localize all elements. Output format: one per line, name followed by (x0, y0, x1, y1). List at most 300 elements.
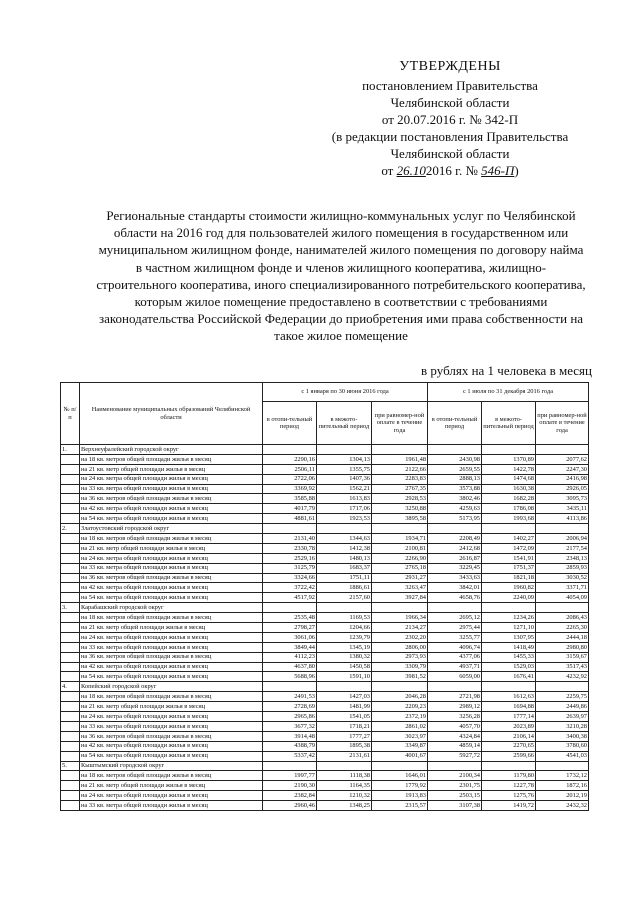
row-label: на 36 кв. метров общей площади жилья в месяц (80, 573, 263, 583)
row-index-cell (61, 593, 80, 603)
value-cell: 1591,10 (317, 672, 372, 682)
value-cell: 2412,68 (428, 543, 482, 553)
value-cell: 4259,63 (428, 504, 482, 514)
value-cell: 2975,44 (428, 623, 482, 633)
value-cell: 1164,35 (317, 781, 372, 791)
table-row (61, 534, 589, 544)
row-index-cell (61, 553, 80, 563)
row-label: на 54 кв. метра общей площади жилья в месяц (80, 593, 263, 603)
row-label: на 21 кв. метр общей площади жилья в месяц (80, 543, 263, 553)
value-cell: 1210,32 (317, 791, 372, 801)
value-cell: 3981,52 (372, 672, 428, 682)
row-label: на 24 кв. метра общей площади жилья в месяц (80, 712, 263, 722)
row-index-cell (61, 801, 80, 811)
value-cell: 2416,98 (536, 474, 589, 484)
table-row (61, 573, 589, 583)
value-cell: 3677,32 (263, 721, 317, 731)
value-cell: 3722,42 (263, 583, 317, 593)
table-row (61, 543, 589, 553)
value-cell: 1993,68 (482, 514, 536, 524)
value-cell: 3849,44 (263, 642, 317, 652)
table-row (61, 583, 589, 593)
empty-cell (482, 603, 536, 613)
value-cell: 1239,79 (317, 632, 372, 642)
empty-cell (482, 524, 536, 534)
value-cell: 2372,19 (372, 712, 428, 722)
value-cell: 1307,95 (482, 632, 536, 642)
empty-cell (536, 603, 589, 613)
row-index-cell (61, 672, 80, 682)
row-label: на 21 кв. метр общей площади жилья в месяц (80, 702, 263, 712)
value-cell: 1348,25 (317, 801, 372, 811)
sub-header-between-2: в межото-пительный период (482, 402, 536, 445)
section-name: Кыштымский городской округ (80, 761, 263, 771)
value-cell: 2134,27 (372, 623, 428, 633)
row-index-cell (61, 494, 80, 504)
row-index-cell (61, 504, 80, 514)
approval-line-1: постановлением Правительства (362, 78, 538, 93)
empty-cell (428, 682, 482, 692)
value-cell: 2989,12 (428, 702, 482, 712)
table-row (61, 474, 589, 484)
value-cell: 2177,54 (536, 543, 589, 553)
value-cell: 2449,86 (536, 702, 589, 712)
value-cell: 1934,71 (372, 534, 428, 544)
row-label: на 42 кв. метра общей площади жилья в месяц (80, 504, 263, 514)
value-cell: 2430,98 (428, 454, 482, 464)
value-cell: 5173,95 (428, 514, 482, 524)
table-row (61, 791, 589, 801)
row-label: на 36 кв. метров общей площади жилья в месяц (80, 652, 263, 662)
row-label: на 18 кв. метров общей площади жилья в месяц (80, 771, 263, 781)
value-cell: 2190,30 (263, 781, 317, 791)
value-cell: 2973,93 (372, 652, 428, 662)
table-row (61, 692, 589, 702)
row-label: на 42 кв. метра общей площади жилья в месяц (80, 741, 263, 751)
value-cell: 1271,10 (482, 623, 536, 633)
table-row (61, 494, 589, 504)
value-cell: 1275,76 (482, 791, 536, 801)
approval-line-2: Челябинской области (390, 95, 510, 110)
row-label: на 18 кв. метров общей площади жилья в месяц (80, 454, 263, 464)
value-cell: 1355,75 (317, 464, 372, 474)
row-index-cell (61, 692, 80, 702)
approval-line-5: Челябинской области (390, 146, 510, 161)
value-cell: 1529,03 (482, 662, 536, 672)
value-cell: 2122,66 (372, 464, 428, 474)
value-cell: 1562,21 (317, 484, 372, 494)
row-index-cell (61, 454, 80, 464)
row-label: на 33 кв. метра общей площади жилья в месяц (80, 801, 263, 811)
table-row (61, 751, 589, 761)
sub-header-even-1: при равномер-ной оплате в течение года (372, 402, 428, 445)
row-index-cell (61, 464, 80, 474)
value-cell: 4517,92 (263, 593, 317, 603)
value-cell: 2046,28 (372, 692, 428, 702)
approval-line-4: (в редакции постановления Правительства (331, 129, 569, 144)
row-index-cell (61, 623, 80, 633)
table-row (61, 662, 589, 672)
section-number: 2. (61, 524, 80, 534)
empty-cell (536, 524, 589, 534)
value-cell: 4637,80 (263, 662, 317, 672)
value-cell: 1370,89 (482, 454, 536, 464)
row-index-cell (61, 791, 80, 801)
section-row (61, 524, 589, 534)
section-name: Верхнеуфалейский городской округ (80, 445, 263, 455)
row-label: на 18 кв. метров общей площади жилья в месяц (80, 692, 263, 702)
table-row (61, 464, 589, 474)
value-cell: 3250,88 (372, 504, 428, 514)
value-cell: 1474,68 (482, 474, 536, 484)
value-cell: 1886,61 (317, 583, 372, 593)
value-cell: 2012,19 (536, 791, 589, 801)
value-cell: 1304,13 (317, 454, 372, 464)
value-cell: 2023,89 (482, 721, 536, 731)
value-cell: 1997,77 (263, 771, 317, 781)
value-cell: 1169,53 (317, 613, 372, 623)
value-cell: 1961,48 (372, 454, 428, 464)
row-index-cell (61, 632, 80, 642)
approval-title: УТВЕРЖДЕНЫ (399, 59, 501, 74)
value-cell: 3255,77 (428, 632, 482, 642)
value-cell: 2721,98 (428, 692, 482, 702)
value-cell: 1777,27 (317, 731, 372, 741)
value-cell: 2301,75 (428, 781, 482, 791)
value-cell: 3369,92 (263, 484, 317, 494)
value-cell: 3061,06 (263, 632, 317, 642)
table-row (61, 563, 589, 573)
value-cell: 1717,06 (317, 504, 372, 514)
value-cell: 1683,37 (317, 563, 372, 573)
empty-cell (317, 761, 372, 771)
section-name: Копейский городской округ (80, 682, 263, 692)
value-cell: 2491,53 (263, 692, 317, 702)
value-cell: 2315,57 (372, 801, 428, 811)
row-label: на 54 кв. метра общей площади жилья в месяц (80, 751, 263, 761)
row-index-cell (61, 751, 80, 761)
row-index-cell (61, 484, 80, 494)
value-cell: 1630,38 (482, 484, 536, 494)
row-index-cell (61, 642, 80, 652)
sub-header-heating-1: в отопи-тельный период (263, 402, 317, 445)
empty-cell (428, 603, 482, 613)
value-cell: 2765,18 (372, 563, 428, 573)
section-row (61, 603, 589, 613)
value-cell: 3585,88 (263, 494, 317, 504)
value-cell: 2639,97 (536, 712, 589, 722)
table-row (61, 731, 589, 741)
value-cell: 1450,58 (317, 662, 372, 672)
value-cell: 1418,49 (482, 642, 536, 652)
value-cell: 2861,02 (372, 721, 428, 731)
table-row (61, 712, 589, 722)
section-row (61, 761, 589, 771)
value-cell: 2806,00 (372, 642, 428, 652)
value-cell: 2265,30 (536, 623, 589, 633)
value-cell: 1204,66 (317, 623, 372, 633)
col-header-num: № п/п (61, 383, 80, 445)
table-row (61, 514, 589, 524)
value-cell: 2302,20 (372, 632, 428, 642)
section-row (61, 445, 589, 455)
value-cell: 3324,66 (263, 573, 317, 583)
value-cell: 1227,78 (482, 781, 536, 791)
value-cell: 2259,75 (536, 692, 589, 702)
row-index-cell (61, 543, 80, 553)
value-cell: 1872,16 (536, 781, 589, 791)
empty-cell (482, 761, 536, 771)
value-cell: 2283,83 (372, 474, 428, 484)
value-cell: 2728,69 (263, 702, 317, 712)
value-cell: 2157,60 (317, 593, 372, 603)
row-label: на 42 кв. метра общей площади жилья в месяц (80, 662, 263, 672)
value-cell: 2928,53 (372, 494, 428, 504)
table-row (61, 702, 589, 712)
row-label: на 18 кв. метров общей площади жилья в месяц (80, 613, 263, 623)
value-cell: 3210,28 (536, 721, 589, 731)
value-cell: 1480,13 (317, 553, 372, 563)
row-index-cell (61, 514, 80, 524)
empty-cell (263, 524, 317, 534)
value-cell: 2444,18 (536, 632, 589, 642)
row-label: на 54 кв. метра общей площади жилья в месяц (80, 672, 263, 682)
approval-block (300, 58, 600, 179)
value-cell: 4859,14 (428, 741, 482, 751)
section-number: 5. (61, 761, 80, 771)
row-label: на 21 кв. метр общей площади жилья в месяц (80, 781, 263, 791)
empty-cell (317, 682, 372, 692)
table-row (61, 553, 589, 563)
value-cell: 2529,16 (263, 553, 317, 563)
value-cell: 1732,12 (536, 771, 589, 781)
value-cell: 4096,74 (428, 642, 482, 652)
empty-cell (428, 761, 482, 771)
row-label: на 36 кв. метров общей площади жилья в месяц (80, 494, 263, 504)
row-label: на 24 кв. метра общей площади жилья в месяц (80, 632, 263, 642)
section-number: 1. (61, 445, 80, 455)
row-index-cell (61, 573, 80, 583)
row-label: на 33 кв. метра общей площади жилья в месяц (80, 484, 263, 494)
table-row (61, 652, 589, 662)
value-cell: 2086,43 (536, 613, 589, 623)
empty-cell (536, 682, 589, 692)
value-cell: 3573,88 (428, 484, 482, 494)
value-cell: 4017,79 (263, 504, 317, 514)
empty-cell (536, 761, 589, 771)
value-cell: 1786,08 (482, 504, 536, 514)
value-cell: 1455,33 (482, 652, 536, 662)
value-cell: 2208,49 (428, 534, 482, 544)
standards-table (60, 382, 589, 811)
value-cell: 1179,80 (482, 771, 536, 781)
value-cell: 1118,38 (317, 771, 372, 781)
value-cell: 4388,79 (263, 741, 317, 751)
row-index-cell (61, 721, 80, 731)
empty-cell (372, 524, 428, 534)
empty-cell (372, 603, 428, 613)
value-cell: 4658,76 (428, 593, 482, 603)
value-cell: 3125,79 (263, 563, 317, 573)
empty-cell (317, 524, 372, 534)
table-row (61, 771, 589, 781)
value-cell: 2209,23 (372, 702, 428, 712)
value-cell: 1751,37 (482, 563, 536, 573)
value-cell: 1779,92 (372, 781, 428, 791)
empty-cell (372, 682, 428, 692)
value-cell: 4112,23 (263, 652, 317, 662)
value-cell: 3895,58 (372, 514, 428, 524)
row-index-cell (61, 563, 80, 573)
value-cell: 2131,61 (317, 751, 372, 761)
value-cell: 4377,06 (428, 652, 482, 662)
value-cell: 2100,81 (372, 543, 428, 553)
value-cell: 5688,96 (263, 672, 317, 682)
value-cell: 2980,80 (536, 642, 589, 652)
value-cell: 2616,87 (428, 553, 482, 563)
row-index-cell (61, 771, 80, 781)
handwritten-date: 26.10 (396, 163, 426, 178)
value-cell: 2931,27 (372, 573, 428, 583)
date-suffix: ) (514, 163, 519, 178)
value-cell: 1407,36 (317, 474, 372, 484)
value-cell: 3349,87 (372, 741, 428, 751)
value-cell: 3842,01 (428, 583, 482, 593)
value-cell: 1613,83 (317, 494, 372, 504)
value-cell: 3400,38 (536, 731, 589, 741)
row-index-cell (61, 712, 80, 722)
table-row (61, 781, 589, 791)
value-cell: 1380,32 (317, 652, 372, 662)
value-cell: 2077,62 (536, 454, 589, 464)
value-cell: 1694,88 (482, 702, 536, 712)
value-cell: 2240,09 (482, 593, 536, 603)
row-label: на 36 кв. метров общей площади жилья в месяц (80, 731, 263, 741)
table-row (61, 623, 589, 633)
value-cell: 2599,66 (482, 751, 536, 761)
value-cell: 2535,48 (263, 613, 317, 623)
empty-cell (372, 761, 428, 771)
value-cell: 3229,45 (428, 563, 482, 573)
value-cell: 3927,84 (372, 593, 428, 603)
value-cell: 2131,40 (263, 534, 317, 544)
value-cell: 2006,94 (536, 534, 589, 544)
table-row (61, 484, 589, 494)
value-cell: 2348,13 (536, 553, 589, 563)
value-cell: 2382,84 (263, 791, 317, 801)
value-cell: 1344,63 (317, 534, 372, 544)
value-cell: 4541,03 (536, 751, 589, 761)
table-row (61, 801, 589, 811)
col-header-name: Наименование муниципальных образований Челябинской области (80, 383, 263, 445)
value-cell: 4232,92 (536, 672, 589, 682)
sub-header-even-2: при равномер-ной оплате в течение года (536, 402, 589, 445)
value-cell: 2888,13 (428, 474, 482, 484)
value-cell: 2722,06 (263, 474, 317, 484)
value-cell: 1777,14 (482, 712, 536, 722)
period-header-2: с 1 июля по 31 декабря 2016 года (428, 383, 589, 402)
document-heading: Региональные стандарты стоимости жилищно-коммунальных услуг по Челябинской области на 2016 год для пользователей жилого помещения в государственном или муниципальном жилищном фонде, нанимателей жилого помещения по договору найма в частном жилищном фонде и членов жилищного кооператива, жилищно-строительного кооператива, иного специализированного потребительского кооператива, которым жилое помещение предоставлено в соответствии с требованиями законодательства Российской Федерации до приобретения ими права собственности на такое жилое помещение (96, 208, 586, 344)
row-label: на 21 кв. метр общей площади жилья в месяц (80, 464, 263, 474)
value-cell: 1895,38 (317, 741, 372, 751)
value-cell: 2247,30 (536, 464, 589, 474)
value-cell: 1481,99 (317, 702, 372, 712)
row-label: на 42 кв. метра общей площади жилья в месяц (80, 583, 263, 593)
value-cell: 2767,35 (372, 484, 428, 494)
table-row (61, 632, 589, 642)
value-cell: 1913,83 (372, 791, 428, 801)
value-cell: 3159,67 (536, 652, 589, 662)
value-cell: 2266,90 (372, 553, 428, 563)
value-cell: 1234,26 (482, 613, 536, 623)
value-cell: 3030,52 (536, 573, 589, 583)
empty-cell (372, 445, 428, 455)
value-cell: 1751,11 (317, 573, 372, 583)
value-cell: 2695,12 (428, 613, 482, 623)
value-cell: 1541,91 (482, 553, 536, 563)
row-index-cell (61, 781, 80, 791)
row-index-cell (61, 702, 80, 712)
value-cell: 1419,72 (482, 801, 536, 811)
value-cell: 1422,78 (482, 464, 536, 474)
row-index-cell (61, 741, 80, 751)
value-cell: 3802,46 (428, 494, 482, 504)
section-name: Карабашский городской округ (80, 603, 263, 613)
sub-header-between-1: в межото-пительный период (317, 402, 372, 445)
empty-cell (428, 445, 482, 455)
unit-note: в рублях на 1 человека в месяц (421, 363, 592, 378)
value-cell: 2960,46 (263, 801, 317, 811)
row-label: на 24 кв. метра общей площади жилья в месяц (80, 553, 263, 563)
table-row (61, 741, 589, 751)
value-cell: 4057,70 (428, 721, 482, 731)
value-cell: 1923,53 (317, 514, 372, 524)
value-cell: 1412,38 (317, 543, 372, 553)
date-prefix: от (381, 163, 397, 178)
value-cell: 4001,67 (372, 751, 428, 761)
value-cell: 3435,11 (536, 504, 589, 514)
value-cell: 4054,09 (536, 593, 589, 603)
row-index-cell (61, 583, 80, 593)
handwritten-number: 546-П (481, 163, 515, 178)
row-index-cell (61, 474, 80, 484)
value-cell: 2926,05 (536, 484, 589, 494)
row-index-cell (61, 652, 80, 662)
sub-header-heating-2: в отопи-тельный период (428, 402, 482, 445)
value-cell: 2965,86 (263, 712, 317, 722)
empty-cell (482, 445, 536, 455)
row-label: на 33 кв. метра общей площади жилья в месяц (80, 721, 263, 731)
section-name: Златоустовский городской округ (80, 524, 263, 534)
value-cell: 1472,09 (482, 543, 536, 553)
value-cell: 1646,01 (372, 771, 428, 781)
table-row (61, 613, 589, 623)
value-cell: 6059,00 (428, 672, 482, 682)
table-row (61, 672, 589, 682)
section-number: 3. (61, 603, 80, 613)
value-cell: 3433,63 (428, 573, 482, 583)
value-cell: 5337,42 (263, 751, 317, 761)
value-cell: 5927,72 (428, 751, 482, 761)
row-label: на 24 кв. метра общей площади жилья в месяц (80, 474, 263, 484)
value-cell: 3107,38 (428, 801, 482, 811)
table-row (61, 593, 589, 603)
empty-cell (263, 761, 317, 771)
value-cell: 3517,43 (536, 662, 589, 672)
empty-cell (263, 603, 317, 613)
value-cell: 2432,32 (536, 801, 589, 811)
value-cell: 3780,60 (536, 741, 589, 751)
